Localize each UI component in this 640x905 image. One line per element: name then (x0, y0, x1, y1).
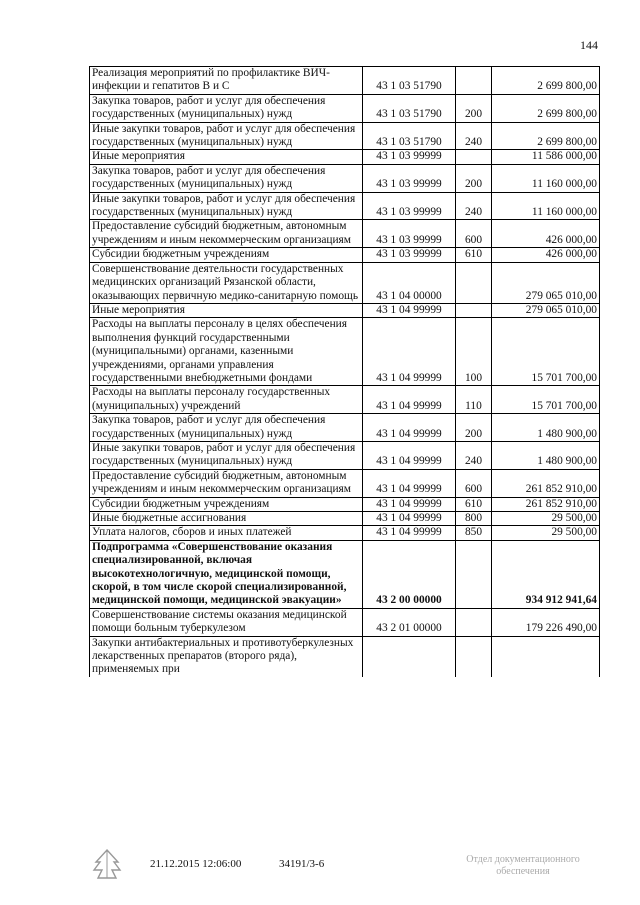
row-amount: 2 699 800,00 (492, 67, 600, 95)
table-row (90, 303, 600, 317)
row-code: 43 1 03 99999 (363, 220, 456, 248)
row-name: Субсидии бюджетным учреждениям (90, 248, 363, 262)
row-code: 43 1 03 99999 (363, 164, 456, 192)
row-amount: 279 065 010,00 (492, 303, 600, 317)
row-kvr: 110 (456, 386, 492, 414)
row-kvr: 240 (456, 441, 492, 469)
table-row (90, 150, 600, 164)
table-row (90, 67, 600, 95)
table-row (90, 441, 600, 469)
table-row (90, 636, 600, 677)
row-code (363, 636, 456, 677)
table-row (90, 248, 600, 262)
row-code: 43 1 03 99999 (363, 150, 456, 164)
table-row (90, 497, 600, 511)
row-code: 43 1 04 99999 (363, 414, 456, 442)
row-code: 43 1 04 99999 (363, 441, 456, 469)
row-kvr: 610 (456, 497, 492, 511)
row-code: 43 1 03 99999 (363, 192, 456, 220)
row-code: 43 1 04 99999 (363, 526, 456, 540)
row-name: Предоставление субсидий бюджетным, автономным учреждениям и иным некоммерческим организациям (90, 469, 363, 497)
row-code: 43 1 04 99999 (363, 512, 456, 526)
row-name: Уплата налогов, сборов и иных платежей (90, 526, 363, 540)
row-code: 43 1 03 51790 (363, 67, 456, 95)
table-row (90, 469, 600, 497)
budget-table (89, 66, 600, 677)
row-code: 43 1 04 99999 (363, 303, 456, 317)
row-kvr: 240 (456, 192, 492, 220)
table-row (90, 262, 600, 303)
row-name: Иные бюджетные ассигнования (90, 512, 363, 526)
row-amount (492, 636, 600, 677)
footer-doc-id: 34191/3-6 (279, 858, 325, 870)
row-kvr (456, 303, 492, 317)
row-kvr (456, 608, 492, 636)
row-amount: 279 065 010,00 (492, 262, 600, 303)
row-name: Иные закупки товаров, работ и услуг для обеспечения государственных (муниципальных) нужд (90, 192, 363, 220)
row-amount: 15 701 700,00 (492, 318, 600, 386)
row-amount: 2 699 800,00 (492, 122, 600, 150)
row-name: Совершенствование системы оказания медицинской помощи больным туберкулезом (90, 608, 363, 636)
row-amount: 261 852 910,00 (492, 497, 600, 511)
row-name: Закупка товаров, работ и услуг для обеспечения государственных (муниципальных) нужд (90, 94, 363, 122)
row-name: Предоставление субсидий бюджетным, автономным учреждениям и иным некоммерческим организациям (90, 220, 363, 248)
department-stamp (448, 854, 598, 878)
table-row (90, 414, 600, 442)
row-kvr: 600 (456, 469, 492, 497)
row-kvr (456, 540, 492, 608)
row-kvr (456, 636, 492, 677)
row-name: Иные мероприятия (90, 303, 363, 317)
row-code: 43 2 01 00000 (363, 608, 456, 636)
row-amount: 11 160 000,00 (492, 164, 600, 192)
table-row (90, 386, 600, 414)
page-number: 144 (580, 38, 598, 52)
row-name: Совершенствование деятельности государственных медицинских организаций Рязанской области, оказывающих первичную медико-санитарную помощь (90, 262, 363, 303)
row-code: 43 1 04 00000 (363, 262, 456, 303)
row-amount: 29 500,00 (492, 526, 600, 540)
row-kvr (456, 262, 492, 303)
row-kvr: 800 (456, 512, 492, 526)
row-amount: 179 226 490,00 (492, 608, 600, 636)
row-kvr: 200 (456, 94, 492, 122)
row-amount: 29 500,00 (492, 512, 600, 526)
table-row (90, 512, 600, 526)
budget-table-body (90, 67, 600, 677)
row-amount: 15 701 700,00 (492, 386, 600, 414)
stamp-line-2: обеспечения (496, 866, 550, 877)
row-amount: 11 586 000,00 (492, 150, 600, 164)
row-code: 43 2 00 00000 (363, 540, 456, 608)
row-code: 43 1 03 51790 (363, 94, 456, 122)
row-name: Субсидии бюджетным учреждениям (90, 497, 363, 511)
row-code: 43 1 04 99999 (363, 318, 456, 386)
table-row (90, 192, 600, 220)
row-name: Расходы на выплаты персоналу в целях обеспечения выполнения функций государственными (муниципальными) органами, казенными учреждениями, органами управления государственными внебюджетными фондами (90, 318, 363, 386)
row-amount: 426 000,00 (492, 220, 600, 248)
row-amount: 1 480 900,00 (492, 441, 600, 469)
stamp-line-1: Отдел документационного (466, 854, 580, 865)
row-code: 43 1 04 99999 (363, 469, 456, 497)
row-kvr: 600 (456, 220, 492, 248)
footer-date: 21.12.2015 12:06:00 (150, 858, 242, 870)
row-amount: 1 480 900,00 (492, 414, 600, 442)
row-kvr (456, 150, 492, 164)
row-kvr: 200 (456, 414, 492, 442)
row-amount: 934 912 941,64 (492, 540, 600, 608)
row-name: Иные закупки товаров, работ и услуг для обеспечения государственных (муниципальных) нужд (90, 441, 363, 469)
row-kvr: 200 (456, 164, 492, 192)
table-row (90, 94, 600, 122)
row-name: Закупки антибактериальных и противотуберкулезных лекарственных препаратов (второго ряда), применяемых при (90, 636, 363, 677)
row-amount: 426 000,00 (492, 248, 600, 262)
table-row (90, 540, 600, 608)
table-row (90, 220, 600, 248)
table-row (90, 318, 600, 386)
row-code: 43 1 03 51790 (363, 122, 456, 150)
row-kvr: 100 (456, 318, 492, 386)
row-amount: 2 699 800,00 (492, 94, 600, 122)
row-name: Реализация мероприятий по профилактике ВИЧ-инфекции и гепатитов B и C (90, 67, 363, 95)
table-row (90, 608, 600, 636)
row-kvr (456, 67, 492, 95)
row-amount: 11 160 000,00 (492, 192, 600, 220)
row-name: Закупка товаров, работ и услуг для обеспечения государственных (муниципальных) нужд (90, 164, 363, 192)
row-code: 43 1 04 99999 (363, 497, 456, 511)
row-kvr: 850 (456, 526, 492, 540)
table-row (90, 122, 600, 150)
row-code: 43 1 03 99999 (363, 248, 456, 262)
emblem-icon (92, 848, 122, 882)
row-name: Подпрограмма «Совершенствование оказания специализированной, включая высокотехнологичную, медицинской помощи, скорой, в том числе скорой специализированной, медицинской помощи, медицинской эвакуации» (90, 540, 363, 608)
table-row (90, 164, 600, 192)
row-name: Расходы на выплаты персоналу государственных (муниципальных) учреждений (90, 386, 363, 414)
row-name: Закупка товаров, работ и услуг для обеспечения государственных (муниципальных) нужд (90, 414, 363, 442)
row-name: Иные мероприятия (90, 150, 363, 164)
row-name: Иные закупки товаров, работ и услуг для обеспечения государственных (муниципальных) нужд (90, 122, 363, 150)
row-code: 43 1 04 99999 (363, 386, 456, 414)
row-kvr: 240 (456, 122, 492, 150)
row-amount: 261 852 910,00 (492, 469, 600, 497)
table-row (90, 526, 600, 540)
row-kvr: 610 (456, 248, 492, 262)
